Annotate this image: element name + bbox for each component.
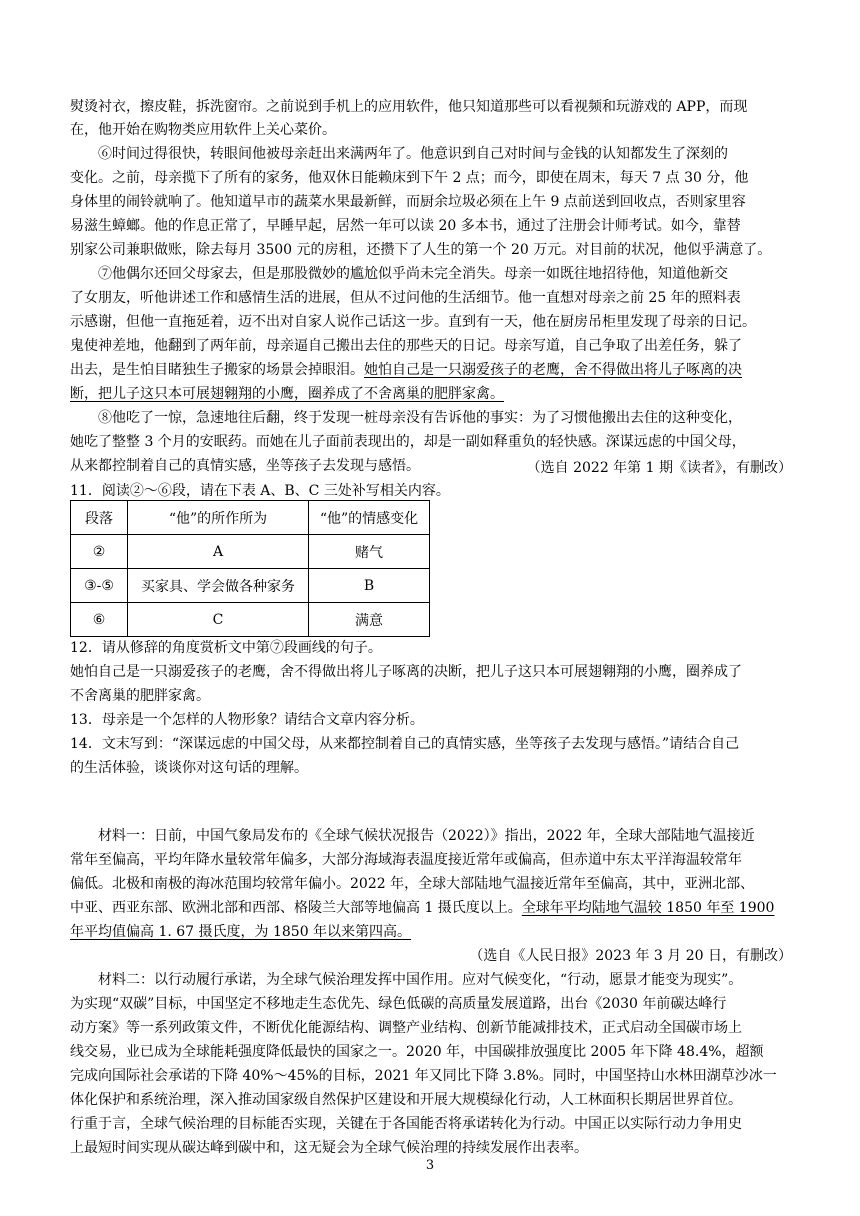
table-cell: B [309,569,430,603]
table-header: “他”的情感变化 [309,501,430,535]
source-citation-2: （选自《人民日报》2023 年 3 月 20 日，有删改） [469,948,792,964]
paragraph-7-text: 出去，是生怕目睹独生子搬家的场景会掉眼泪。 [70,362,364,378]
page-number: 3 [425,1158,435,1173]
underlined-sentence: 全球年平均陆地气温较 1850 年至 1900 [521,900,775,916]
quoted-sentence: 她怕自己是一只溺爱孩子的老鹰，舍不得做出将儿子啄离的决断，把儿子这只本可展翅翱翔的小鹰，圈养成了 [70,664,742,680]
paragraph-8-line: 从来都控制着自己的真情实感，坐等孩子去发现与感悟。 [70,458,420,474]
question-14: 14．文末写到：“深谋远虑的中国父母，从来都控制着自己的真情实感，坐等孩子去发现与感悟。”请结合自己 [70,736,740,752]
paragraph-6-line: 易滋生蟑螂。他的作息正常了，早睡早起，居然一年可以读 20 多本书，通过了注册会计师考试。如今，靠替 [70,218,741,234]
table-cell: C [128,603,309,637]
underlined-sentence: 断，把儿子这只本可展翅翱翔的小鹰，圈养成了不舍离巢的肥胖家禽。 [70,386,504,402]
material-2-line: 线交易，业已成为全球能耗强度降低最快的国家之一。2020 年，中国碳排放强度比 2005 年下降 48.4%，超额 [70,1044,764,1060]
table-cell: 满意 [309,603,430,637]
paragraph-7-line: 了女朋友，听他讲述工作和感情生活的进展，但从不过问他的生活细节。他一直想对母亲之前 25 年的照料表 [70,290,741,306]
material-2-line: 行重于言，全球气候治理的目标能否实现，关键在于各国能否将承诺转化为行动。中国正以实际行动力争用史 [70,1116,742,1132]
table-cell: 赌气 [309,535,430,569]
paragraph-6-line: 身体里的闹铃就响了。他知道早市的蔬菜水果最新鲜，而厨余垃圾必须在上午 9 点前送到回收点，否则家里容 [70,194,746,210]
material-2-line: 完成向国际社会承诺的下降 40%～45%的目标，2021 年又同比下降 3.8%。同时，中国坚持山水林田湖草沙冰一 [70,1068,777,1084]
underlined-sentence: 年平均值偏高 1. 67 摄氏度，为 1850 年以来第四高。 [70,924,412,940]
quoted-sentence: 不舍离巢的肥胖家禽。 [70,688,210,704]
paragraph-7-line: 鬼使神差地，他翻到了两年前，母亲逼自己搬出去住的那些天的日记。母亲写道，自己争取了出差任务，躲了 [70,338,742,354]
table-header-row [71,501,430,535]
table-row [71,603,430,637]
table-header: 段落 [71,501,128,535]
material-1-line: 常年至偏高，平均年降水量较常年偏多，大部分海域海表温度接近常年或偏高，但赤道中东太平洋海温较常年 [70,852,742,868]
table-cell: 买家具、学会做各种家务 [128,569,309,603]
answer-table [70,500,430,637]
table-cell: ⑥ [71,603,128,637]
underlined-sentence: 她怕自己是一只溺爱孩子的老鹰，舍不得做出将儿子啄离的决 [364,362,742,378]
question-12: 12．请从修辞的角度赏析文中第⑦段画线的句子。 [70,640,382,656]
material-2-line: 上最短时间实现从碳达峰到碳中和，这无疑会为全球气候治理的持续发展作出表率。 [70,1140,588,1156]
material-1-line [70,899,792,917]
paragraph-6-line: 变化。之前，母亲揽下了所有的家务，他双休日能赖床到下午 2 点；而今，即使在周末，每天 7 点 30 分，他 [70,170,749,186]
material-2-line: 材料二：以行动履行承诺，为全球气候治理发挥中国作用。应对气候变化，“行动，愿景才能变为现实”。 [98,972,743,988]
material-1-text: 中亚、西亚东部、欧洲北部和西部、格陵兰大部等地偏高 1 摄氏度以上。 [70,900,522,916]
paragraph-7-line [70,385,792,403]
material-1-line: 偏低。北极和南极的海冰范围均较常年偏小。2022 年，全球大部陆地气温接近常年至偏高，其中，亚洲北部、 [70,876,755,892]
paragraph-7-line: ⑦他偶尔还回父母家去，但是那股微妙的尴尬似乎尚未完全消失。母亲一如既往地招待他，知道他新交 [98,266,728,282]
source-citation-1: （选自 2022 年第 1 期《读者》，有删改） [526,460,792,476]
paragraph-8-line: 她吃了整整 3 个月的安眠药。而她在儿子面前表现出的，却是一副如释重负的轻快感。深谋远虑的中国父母， [70,434,746,450]
question-11: 11．阅读②～⑥段，请在下表 A、B、C 三处补写相关内容。 [70,483,450,499]
table-cell: A [128,535,309,569]
text-line: 熨烫衬衣，擦皮鞋，拆洗窗帘。之前说到手机上的应用软件，他只知道那些可以看视频和玩游戏的 APP，而现 [70,99,748,115]
material-1-line [70,923,792,941]
paragraph-8-line: ⑧他吃了一惊，急速地往后翻，终于发现一桩母亲没有告诉他的事实：为了习惯他搬出去住的这种变化， [98,410,742,426]
question-13: 13．母亲是一个怎样的人物形象？请结合文章内容分析。 [70,712,424,728]
table-cell: ② [71,535,128,569]
table-cell: ③-⑤ [71,569,128,603]
table-header: “他”的所作所为 [128,501,309,535]
paragraph-6-line: ⑥时间过得很快，转眼间他被母亲赶出来满两年了。他意识到自己对时间与金钱的认知都发生了深刻的 [98,146,728,162]
material-1-line: 材料一：日前，中国气象局发布的《全球气候状况报告（2022）》指出，2022 年，全球大部陆地气温接近 [98,828,755,844]
material-2-line: 动方案》等一系列政策文件，不断优化能源结构、调整产业结构、创新节能减排技术，正式启动全国碳市场上 [70,1020,742,1036]
material-2-line: 体化保护和系统治理，深入推动国家级自然保护区建设和开展大规模绿化行动，人工林面积长期居世界首位。 [70,1092,742,1108]
paragraph-7-line [70,361,792,379]
table-row [71,569,430,603]
text-line: 在，他开始在购物类应用软件上关心菜价。 [70,122,336,138]
paragraph-7-line: 示感谢，但他一直拖延着，迈不出对自家人说作己话这一步。直到有一天，他在厨房吊柜里发现了母亲的日记。 [70,314,756,330]
question-14: 的生活体验，谈谈你对这句话的理解。 [70,760,308,776]
paragraph-6-line: 别家公司兼职做账，除去每月 3500 元的房租，还攒下了人生的第一个 20 万元。对目前的状况，他似乎满意了。 [70,242,772,258]
table-row [71,535,430,569]
material-2-line: 为实现“双碳”目标，中国坚定不移地走生态优先、绿色低碳的高质量发展道路，出台《2030 年前碳达峰行 [70,996,727,1012]
